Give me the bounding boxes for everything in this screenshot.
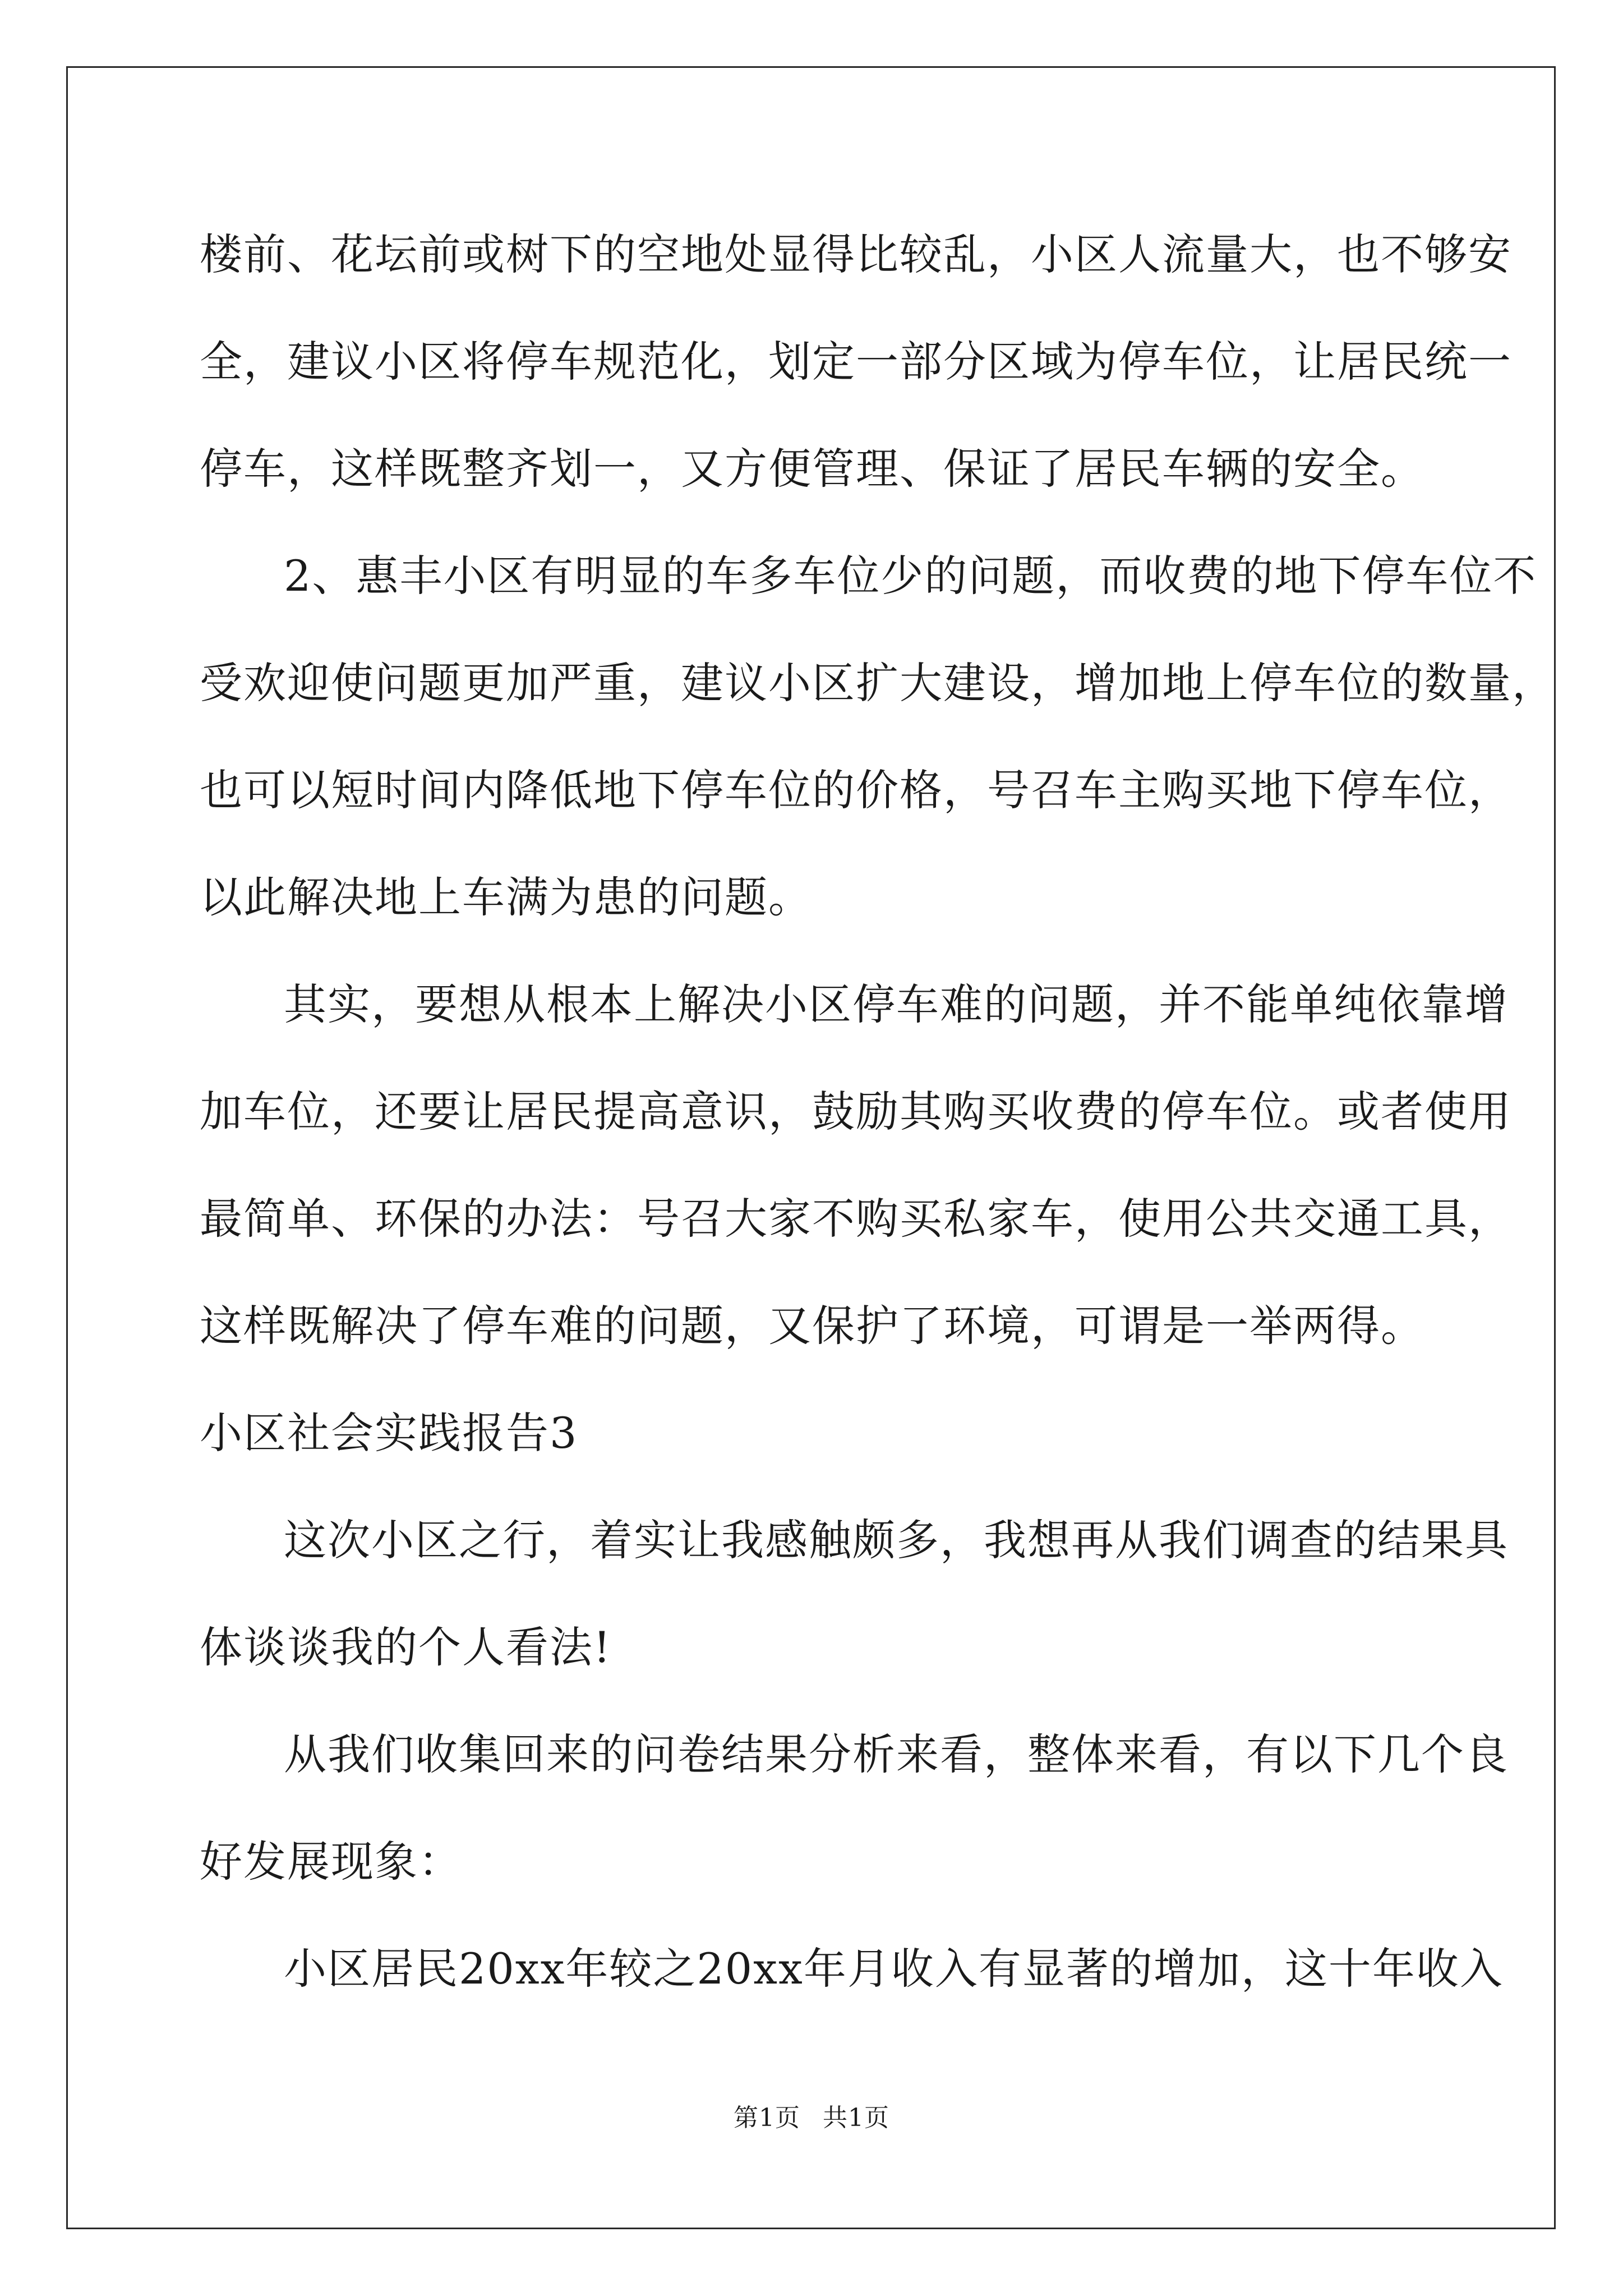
paragraph-start-line: 这次小区之行，着实让我感触颇多，我想再从我们调查的结果具 [284,1515,1509,1565]
text-line: 楼前、花坛前或树下的空地处显得比较乱，小区人流量大，也不够安 [200,229,1512,279]
text-line: 受欢迎使问题更加严重，建议小区扩大建设，增加地上停车位的数量， [200,658,1556,708]
paragraph-start-line: 其实，要想从根本上解决小区停车难的问题，并不能单纯依靠增 [284,979,1509,1029]
paragraph-start-line: 小区居民20xx年较之20xx年月收入有显著的增加，这十年收入 [284,1944,1504,1994]
section-heading: 小区社会实践报告3 [200,1408,578,1458]
text-line: 体谈谈我的个人看法! [200,1622,612,1672]
text-line: 这样既解决了停车难的问题，又保护了环境，可谓是一举两得。 [200,1301,1424,1351]
page-footer [0,2101,1623,2135]
text-line: 好发展现象： [200,1837,462,1887]
paragraph-start-line: 从我们收集回来的问卷结果分析来看，整体来看，有以下几个良 [284,1729,1509,1779]
text-line: 全，建议小区将停车规范化，划定一部分区域为停车位，让居民统一 [200,337,1512,386]
page-number-current: 第1页 [734,2104,800,2132]
paragraph-start-line: 2、惠丰小区有明显的车多车位少的问题，而收费的地下停车位不 [284,551,1537,601]
text-line: 以此解决地上车满为患的问题。 [200,872,812,922]
page-number-total: 共1页 [823,2104,889,2132]
document-body [200,201,1556,2022]
text-line: 最简单、环保的办法：号召大家不购买私家车，使用公共交通工具， [200,1194,1512,1244]
text-line: 也可以短时间内降低地下停车位的价格，号召车主购买地下停车位， [200,765,1512,815]
text-line: 停车，这样既整齐划一，又方便管理、保证了居民车辆的安全。 [200,444,1424,494]
text-line: 加车位，还要让居民提高意识，鼓励其购买收费的停车位。或者使用 [200,1087,1512,1137]
